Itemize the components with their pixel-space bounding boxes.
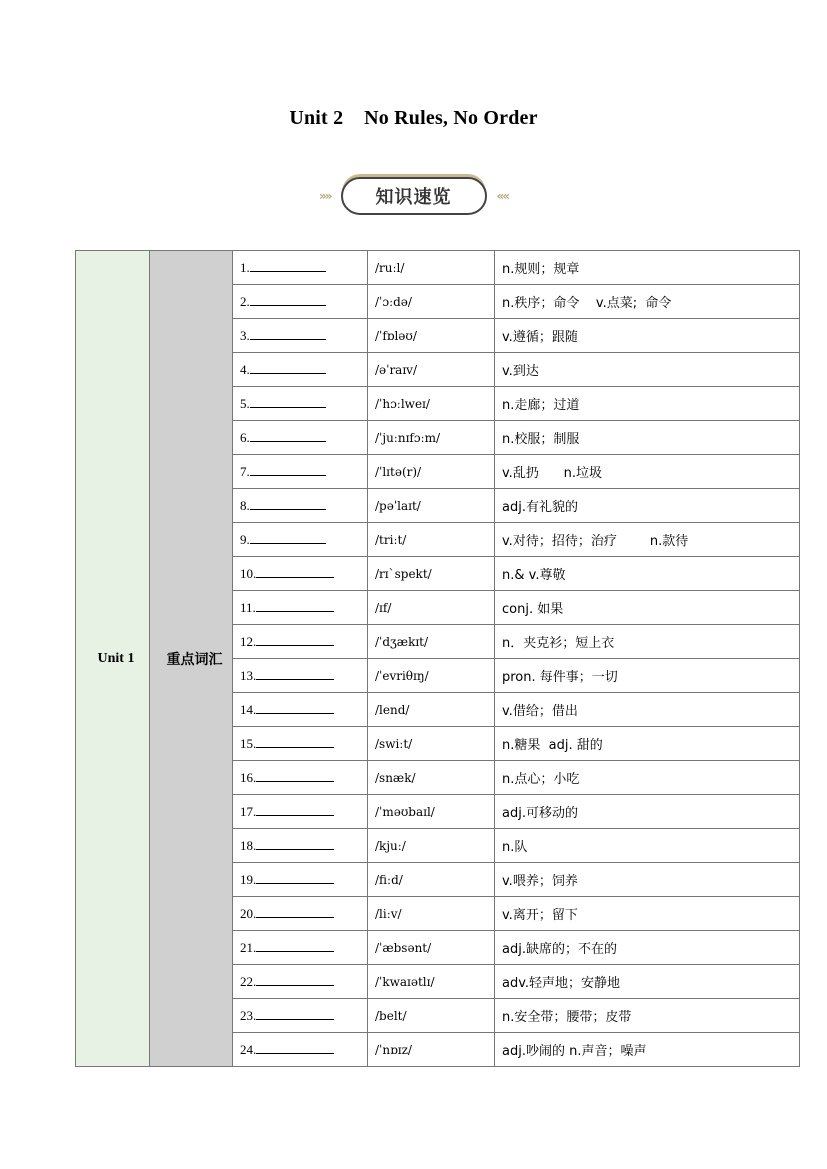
phonetic-cell: /ˈevriθɪŋ/ <box>368 659 495 693</box>
answer-blank <box>256 837 334 850</box>
meaning-cell: n.校服；制服 <box>495 421 800 455</box>
answer-blank <box>256 599 334 612</box>
item-number: 15. <box>240 736 257 751</box>
meaning-cell: n．夹克衫；短上衣 <box>495 625 800 659</box>
word-blank-cell <box>233 625 368 659</box>
answer-blank <box>250 531 326 544</box>
meaning-cell: adj.可移动的 <box>495 795 800 829</box>
page-title: Unit 2 No Rules, No Order <box>289 107 538 129</box>
item-number: 13. <box>240 668 257 683</box>
answer-blank <box>256 973 334 986</box>
word-blank-cell <box>233 1033 368 1067</box>
word-blank-cell <box>233 557 368 591</box>
word-blank-cell <box>233 931 368 965</box>
word-blank-cell <box>233 761 368 795</box>
word-blank-cell <box>233 897 368 931</box>
meaning-cell: n.点心；小吃 <box>495 761 800 795</box>
word-blank-cell <box>233 285 368 319</box>
phonetic-cell: /ˈnɒɪz/ <box>368 1033 495 1067</box>
answer-blank <box>256 735 334 748</box>
item-number: 20. <box>240 906 257 921</box>
answer-blank <box>250 361 326 374</box>
meaning-cell: n.队 <box>495 829 800 863</box>
word-blank-cell <box>233 421 368 455</box>
item-number: 2. <box>240 294 250 309</box>
phonetic-cell: /ˈdʒækɪt/ <box>368 625 495 659</box>
meaning-cell: n.秩序；命令 v.点菜; 命令 <box>495 285 800 319</box>
phonetic-cell: /lend/ <box>368 693 495 727</box>
phonetic-cell: /ˈməʊbaɪl/ <box>368 795 495 829</box>
meaning-cell: v.离开；留下 <box>495 897 800 931</box>
phonetic-cell: /swiːt/ <box>368 727 495 761</box>
answer-blank <box>250 293 326 306</box>
answer-blank <box>256 1041 334 1054</box>
phonetic-cell: /ˈhɔːlweɪ/ <box>368 387 495 421</box>
item-number: 24. <box>240 1042 257 1057</box>
word-blank-cell <box>233 795 368 829</box>
meaning-cell: adv.轻声地；安静地 <box>495 965 800 999</box>
word-blank-cell <box>233 319 368 353</box>
word-blank-cell <box>233 863 368 897</box>
item-number: 1. <box>240 260 250 275</box>
word-blank-cell <box>233 489 368 523</box>
word-blank-cell <box>233 251 368 285</box>
word-blank-cell <box>233 455 368 489</box>
section-badge-label: 知识速览 <box>375 187 452 208</box>
item-number: 9. <box>240 532 250 547</box>
section-badge-row <box>0 176 827 216</box>
meaning-cell: conj. 如果 <box>495 591 800 625</box>
answer-blank <box>256 633 334 646</box>
right-chevrons-icon: «« <box>496 189 509 203</box>
answer-blank <box>256 871 334 884</box>
phonetic-cell: /ˈkwaɪətlɪ/ <box>368 965 495 999</box>
word-blank-cell <box>233 829 368 863</box>
meaning-cell: v.遵循；跟随 <box>495 319 800 353</box>
answer-blank <box>250 497 326 510</box>
item-number: 19. <box>240 872 257 887</box>
item-number: 16. <box>240 770 257 785</box>
word-blank-cell <box>233 999 368 1033</box>
word-blank-cell <box>233 387 368 421</box>
item-number: 18. <box>240 838 257 853</box>
phonetic-cell: /kjuː/ <box>368 829 495 863</box>
item-number: 8. <box>240 498 250 513</box>
meaning-cell: n.走廊；过道 <box>495 387 800 421</box>
meaning-cell: adj.缺席的；不在的 <box>495 931 800 965</box>
answer-blank <box>250 463 326 476</box>
phonetic-cell: /ruːl/ <box>368 251 495 285</box>
item-number: 22. <box>240 974 257 989</box>
category-label: 重点词汇 <box>150 251 233 1067</box>
item-number: 23. <box>240 1008 257 1023</box>
item-number: 7. <box>240 464 250 479</box>
answer-blank <box>256 939 334 952</box>
meaning-cell: n.糖果 adj. 甜的 <box>495 727 800 761</box>
phonetic-cell: /rɪˋspekt/ <box>368 557 495 591</box>
meaning-cell: v.借给；借出 <box>495 693 800 727</box>
word-blank-cell <box>233 659 368 693</box>
left-chevrons-icon: »» <box>318 189 331 203</box>
vocabulary-table <box>75 250 800 1067</box>
meaning-cell: v.喂养；饲养 <box>495 863 800 897</box>
meaning-cell: v.对待；招待；治疗 n.款待 <box>495 523 800 557</box>
meaning-cell: v.到达 <box>495 353 800 387</box>
table-row <box>76 251 800 285</box>
meaning-cell: n.& v.尊敬 <box>495 557 800 591</box>
answer-blank <box>256 769 334 782</box>
meaning-cell: adj.有礼貌的 <box>495 489 800 523</box>
phonetic-cell: /fiːd/ <box>368 863 495 897</box>
answer-blank <box>256 803 334 816</box>
phonetic-cell: /əˈraɪv/ <box>368 353 495 387</box>
phonetic-cell: /snæk/ <box>368 761 495 795</box>
item-number: 3. <box>240 328 250 343</box>
answer-blank <box>250 259 326 272</box>
meaning-cell: n.安全带；腰带；皮带 <box>495 999 800 1033</box>
answer-blank <box>256 667 334 680</box>
word-blank-cell <box>233 727 368 761</box>
word-blank-cell <box>233 591 368 625</box>
phonetic-cell: /ˈfɒləʊ/ <box>368 319 495 353</box>
word-blank-cell <box>233 353 368 387</box>
meaning-cell: v.乱扔 n.垃圾 <box>495 455 800 489</box>
answer-blank <box>250 327 326 340</box>
meaning-cell: pron. 每件事；一切 <box>495 659 800 693</box>
phonetic-cell: /pəˈlaɪt/ <box>368 489 495 523</box>
answer-blank <box>256 905 334 918</box>
item-number: 12. <box>240 634 257 649</box>
word-blank-cell <box>233 965 368 999</box>
unit-label: Unit 1 <box>76 251 150 1067</box>
phonetic-cell: /ˈæbsənt/ <box>368 931 495 965</box>
phonetic-cell: /ˈɔːdə/ <box>368 285 495 319</box>
item-number: 14. <box>240 702 257 717</box>
item-number: 5. <box>240 396 250 411</box>
phonetic-cell: /triːt/ <box>368 523 495 557</box>
meaning-cell: n.规则；规章 <box>495 251 800 285</box>
answer-blank <box>256 1007 334 1020</box>
item-number: 10. <box>240 566 257 581</box>
phonetic-cell: /liːv/ <box>368 897 495 931</box>
phonetic-cell: /ˈjuːnɪfɔːm/ <box>368 421 495 455</box>
section-badge <box>341 177 487 215</box>
word-blank-cell <box>233 693 368 727</box>
item-number: 4. <box>240 362 250 377</box>
phonetic-cell: /ɪf/ <box>368 591 495 625</box>
item-number: 21. <box>240 940 257 955</box>
item-number: 11. <box>240 600 256 615</box>
item-number: 6. <box>240 430 250 445</box>
phonetic-cell: /ˈlɪtə(r)/ <box>368 455 495 489</box>
meaning-cell: adj.吵闹的 n.声音；噪声 <box>495 1033 800 1067</box>
answer-blank <box>250 429 326 442</box>
answer-blank <box>256 701 334 714</box>
answer-blank <box>256 565 334 578</box>
phonetic-cell: /belt/ <box>368 999 495 1033</box>
word-blank-cell <box>233 523 368 557</box>
answer-blank <box>250 395 326 408</box>
item-number: 17. <box>240 804 257 819</box>
